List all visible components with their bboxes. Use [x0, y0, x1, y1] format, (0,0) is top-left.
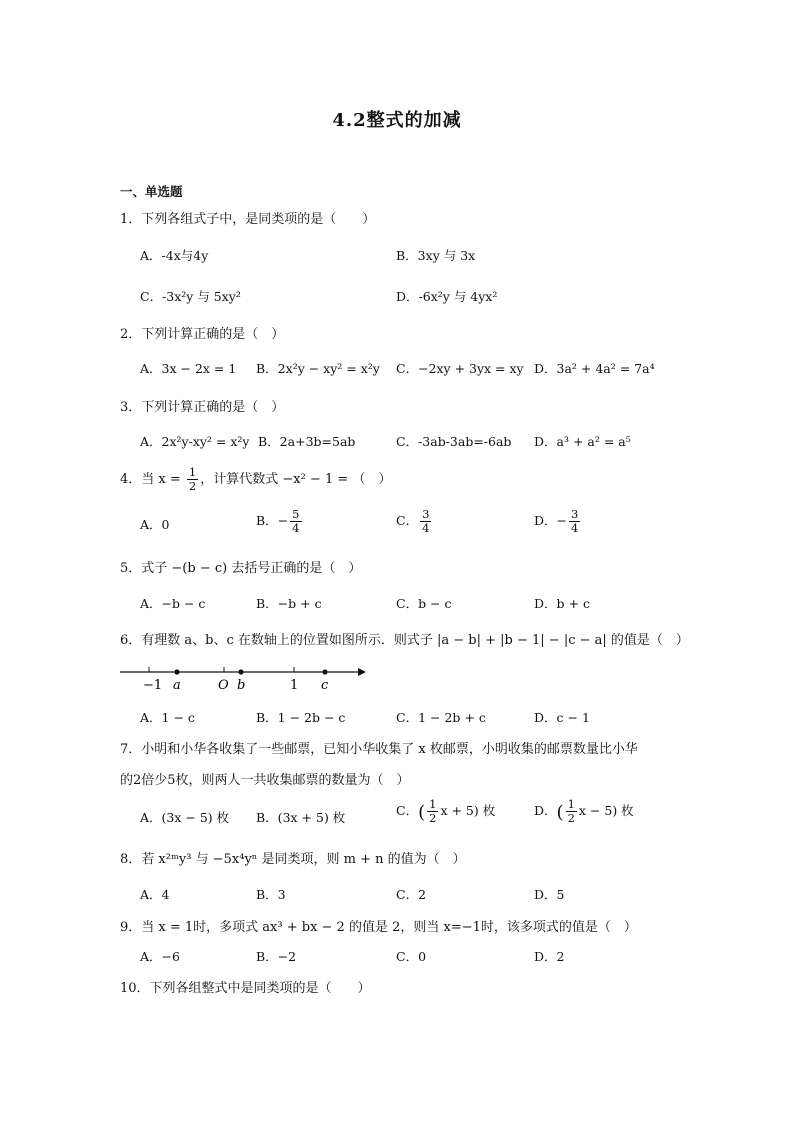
question-7-option-c: [396, 798, 495, 825]
option-label: C．: [396, 513, 419, 528]
fraction-denominator: 2: [429, 811, 437, 825]
question-5-option-c: C．b − c: [396, 596, 452, 611]
question-3-stem: 3．下列计算正确的是（ ）: [120, 400, 285, 415]
question-6-option-b: B．1 − 2b − c: [256, 710, 346, 725]
question-4-stem-fraction: [187, 466, 198, 493]
question-8-option-d: D．5: [534, 887, 565, 902]
fraction-denominator: 2: [188, 479, 197, 493]
point-a: [174, 669, 179, 674]
fraction-numerator: 3: [571, 507, 579, 521]
label-a: a: [173, 678, 181, 693]
question-3-option-a: A．2x²y-xy² = x²y: [140, 434, 250, 449]
question-3-option-b: B．2a+3b=5ab: [258, 434, 356, 449]
label-minus-one: −1: [143, 678, 163, 693]
question-8-option-b: B．3: [256, 887, 286, 902]
question-7-option-d: [534, 798, 634, 825]
question-6-option-a: A．1 − c: [140, 710, 195, 725]
paren-open: (: [418, 802, 426, 823]
question-1-option-d: D．-6x²y 与 4yx²: [396, 289, 498, 304]
question-9-stem: 9．当 x = 1时，多项式 ax³ + bx − 2 的值是 2，则当 x=−1时，该多项式的值是（ ）: [120, 920, 637, 935]
question-4-stem-post: ，计算代数式 −x² − 1 = （ ）: [200, 472, 392, 487]
question-2-option-a: A．3x − 2x = 1: [140, 361, 237, 376]
point-c: [322, 669, 327, 674]
option-label: C．: [396, 803, 419, 818]
question-4-option-b: [256, 508, 304, 535]
question-5-option-a: A．−b − c: [140, 596, 206, 611]
option-label: B．−: [256, 513, 289, 528]
question-4-stem-pre: 4．当 x =: [120, 472, 185, 487]
question-4-option-d-fraction: [569, 508, 580, 535]
question-7-option-b: B．(3x + 5) 枚: [256, 810, 346, 825]
question-3-option-d: D．a³ + a² = a⁵: [534, 434, 631, 449]
question-4-option-d: [534, 508, 582, 535]
question-1-option-b: B．3xy 与 3x: [396, 248, 476, 263]
question-8-stem: 8．若 x²ᵐy³ 与 −5x⁴yⁿ 是同类项，则 m + n 的值为（ ）: [120, 852, 466, 867]
fraction-denominator: 4: [422, 521, 430, 535]
question-7-option-c-fraction: [427, 798, 438, 825]
question-4-option-c-fraction: [420, 508, 431, 535]
label-b: b: [237, 678, 246, 693]
option-tail: x + 5) 枚: [440, 803, 496, 818]
question-2-option-c: C．−2xy + 3yx = xy: [396, 361, 524, 376]
question-2-option-d: D．3a² + 4a² = 7a⁴: [534, 361, 655, 376]
number-line-arrow-icon: [358, 668, 366, 676]
fraction-denominator: 2: [567, 811, 575, 825]
page-title: 4.2整式的加减: [332, 110, 462, 131]
question-3-option-c: C．-3ab-3ab=-6ab: [396, 434, 512, 449]
fraction-denominator: 4: [571, 521, 579, 535]
number-line-figure: [118, 664, 368, 696]
question-6-option-c: C．1 − 2b + c: [396, 710, 486, 725]
question-8-option-a: A．4: [140, 887, 170, 902]
question-9-option-c: C．0: [396, 949, 427, 964]
question-7-stem-line-2: 的2倍少5枚，则两人一共收集邮票的数量为（ ）: [120, 773, 410, 788]
question-7-option-a: A．(3x − 5) 枚: [140, 810, 230, 825]
question-10-stem: 10．下列各组整式中是同类项的是（ ）: [120, 981, 371, 996]
question-4-option-b-fraction: [290, 508, 301, 535]
label-c: c: [321, 678, 329, 693]
option-label: D．: [534, 803, 557, 818]
question-4-option-a: A．0: [140, 517, 170, 532]
question-2-stem: 2．下列计算正确的是（ ）: [120, 327, 285, 342]
question-5-option-b: B．−b + c: [256, 596, 322, 611]
fraction-denominator: 4: [292, 521, 300, 535]
option-tail: x − 5) 枚: [578, 803, 634, 818]
fraction-numerator: 5: [292, 507, 300, 521]
fraction-numerator: 3: [422, 507, 430, 521]
question-5-option-d: D．b + c: [534, 596, 590, 611]
label-one: 1: [290, 678, 299, 693]
question-9-option-b: B．−2: [256, 949, 297, 964]
question-1-option-c: C．-3x²y 与 5xy²: [140, 289, 241, 304]
question-6-option-d: D．c − 1: [534, 710, 590, 725]
question-4-stem: [120, 466, 391, 493]
question-1-stem: 1．下列各组式子中，是同类项的是（ ）: [120, 212, 376, 227]
label-origin: O: [218, 678, 229, 693]
point-b: [238, 669, 243, 674]
fraction-numerator: 1: [429, 797, 437, 811]
question-9-option-d: D．2: [534, 949, 565, 964]
question-7-option-d-fraction: [566, 798, 577, 825]
fraction-numerator: 1: [188, 465, 197, 479]
question-6-stem: 6．有理数 a、b、c 在数轴上的位置如图所示．则式子 |a − b| + |b − 1| − |c − a| 的值是（ ）: [120, 633, 689, 648]
question-9-option-a: A．−6: [140, 949, 180, 964]
question-8-option-c: C．2: [396, 887, 427, 902]
question-2-option-b: B．2x²y − xy² = x²y: [256, 361, 380, 376]
question-7-stem-line-1: 7．小明和小华各收集了一些邮票，已知小华收集了 x 枚邮票，小明收集的邮票数量比小华: [120, 742, 638, 757]
question-5-stem: 5．式子 −(b − c) 去括号正确的是（ ）: [120, 561, 362, 576]
section-heading: 一、单选题: [120, 184, 183, 199]
question-4-option-c: [396, 508, 433, 535]
option-label: D．−: [534, 513, 567, 528]
paren-open: (: [556, 802, 564, 823]
question-1-option-a: A．-4x与4y: [140, 248, 209, 263]
fraction-numerator: 1: [567, 797, 575, 811]
